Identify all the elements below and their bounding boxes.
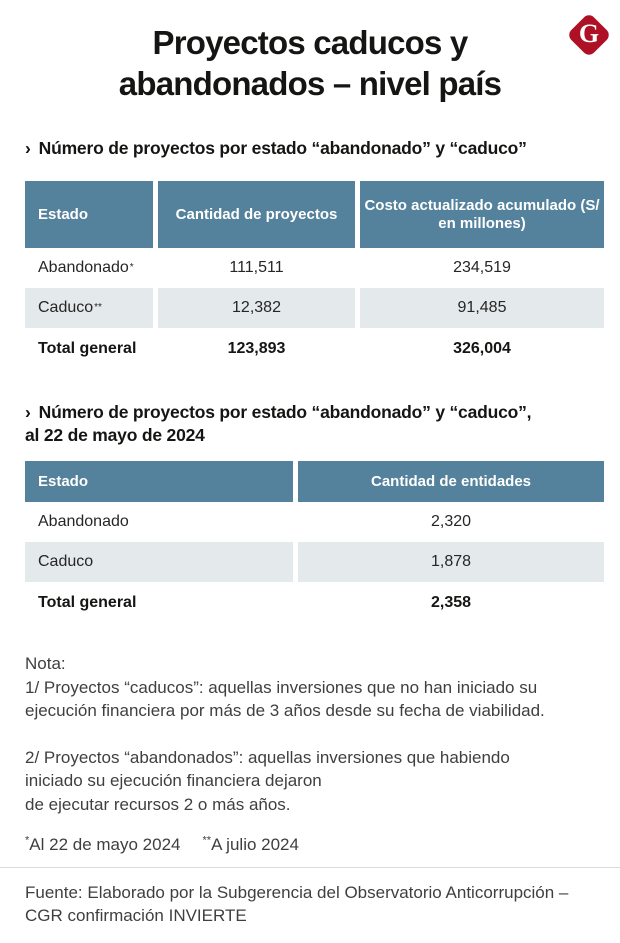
cell-proyectos: 111,511 bbox=[229, 259, 284, 276]
note1-line2: ejecución financiera por más de 3 años desde su fecha de viabilidad. bbox=[25, 701, 545, 720]
notes-block bbox=[25, 652, 600, 816]
bullet-arrow-icon: › bbox=[25, 138, 31, 158]
cell-estado: Caduco bbox=[25, 542, 293, 582]
source-text bbox=[25, 881, 600, 927]
page-title-line2: abandonados – nivel país bbox=[118, 65, 502, 102]
notes-label: Nota: bbox=[25, 654, 66, 673]
section2-heading-text: Número de proyectos por estado “abandonado” y “caduco”, bbox=[38, 402, 532, 422]
note1-line1: 1/ Proyectos “caducos”: aquellas inversiones que no han iniciado su bbox=[25, 677, 538, 697]
cell-costo: 91,485 bbox=[360, 288, 604, 328]
table-row-total bbox=[25, 328, 604, 370]
estado-label: Caduco bbox=[38, 299, 94, 316]
table-row-abandonado bbox=[25, 502, 604, 542]
source-line2: CGR confirmación INVIERTE bbox=[25, 906, 247, 925]
cell-total-label: Total general bbox=[38, 340, 137, 357]
section1-heading bbox=[25, 137, 600, 160]
col-header-costo: Costo actualizado acumulado (S/ en millones) bbox=[360, 181, 604, 248]
section2-heading-line2: al 22 de mayo de 2024 bbox=[25, 425, 205, 445]
section2-heading bbox=[25, 401, 600, 447]
footnote-2-text: A julio 2024 bbox=[211, 835, 299, 854]
footnote-2 bbox=[203, 835, 299, 854]
cell-entidades: 2,320 bbox=[430, 513, 472, 530]
table-row-total bbox=[25, 582, 604, 624]
footnotes-line bbox=[25, 835, 600, 855]
bullet-arrow-icon: › bbox=[25, 402, 31, 422]
entities-table-header bbox=[25, 461, 604, 502]
cell-total-costo: 326,004 bbox=[453, 340, 511, 357]
footnote-1-text: Al 22 de mayo 2024 bbox=[29, 835, 181, 854]
gestion-logo bbox=[566, 12, 612, 58]
cell-total-label: Total general bbox=[38, 594, 137, 611]
projects-table bbox=[25, 181, 604, 370]
table-row-caduco bbox=[25, 542, 604, 582]
col-header-estado: Estado bbox=[25, 461, 293, 502]
col-header-estado: Estado bbox=[25, 181, 153, 248]
note2-line3: de ejecutar recursos 2 o más años. bbox=[25, 794, 291, 814]
note-spacer bbox=[25, 723, 600, 746]
logo-letter: G bbox=[578, 19, 600, 48]
source-line1: Fuente: Elaborado por la Subgerencia del Observatorio Anticorrupción – bbox=[25, 883, 569, 902]
table-row-caduco bbox=[25, 288, 604, 328]
cell-estado: Caduco ** bbox=[25, 288, 153, 328]
footnote-mark: ** bbox=[202, 834, 212, 847]
section2-heading-line1 bbox=[25, 401, 600, 424]
page-title bbox=[0, 0, 620, 104]
footnote-1 bbox=[25, 835, 181, 854]
cell-total-proyectos: 123,893 bbox=[227, 340, 286, 357]
cell-proyectos: 12,382 bbox=[158, 288, 355, 328]
footnote-mark: * bbox=[25, 834, 30, 847]
note2-line2: iniciado su ejecución financiera dejaron bbox=[25, 771, 322, 790]
note2-line1: 2/ Proyectos “abandonados”: aquellas inversiones que habiendo bbox=[25, 747, 510, 767]
col-header-entidades: Cantidad de entidades bbox=[298, 461, 604, 502]
table-row-abandonado bbox=[25, 248, 604, 288]
estado-label: Abandonado bbox=[38, 259, 129, 276]
projects-table-header bbox=[25, 181, 604, 248]
cell-estado: Abandonado * bbox=[38, 259, 134, 276]
entities-table bbox=[25, 461, 604, 624]
divider-line bbox=[0, 867, 620, 868]
page-title-line1: Proyectos caducos y bbox=[152, 24, 468, 61]
cell-costo: 234,519 bbox=[453, 259, 511, 276]
col-header-proyectos: Cantidad de proyectos bbox=[158, 181, 355, 248]
section1-heading-text: Número de proyectos por estado “abandonado” y “caduco” bbox=[38, 138, 527, 158]
cell-estado: Abandonado bbox=[38, 513, 129, 530]
cell-total-entidades: 2,358 bbox=[430, 594, 472, 611]
cell-entidades: 1,878 bbox=[298, 542, 604, 582]
